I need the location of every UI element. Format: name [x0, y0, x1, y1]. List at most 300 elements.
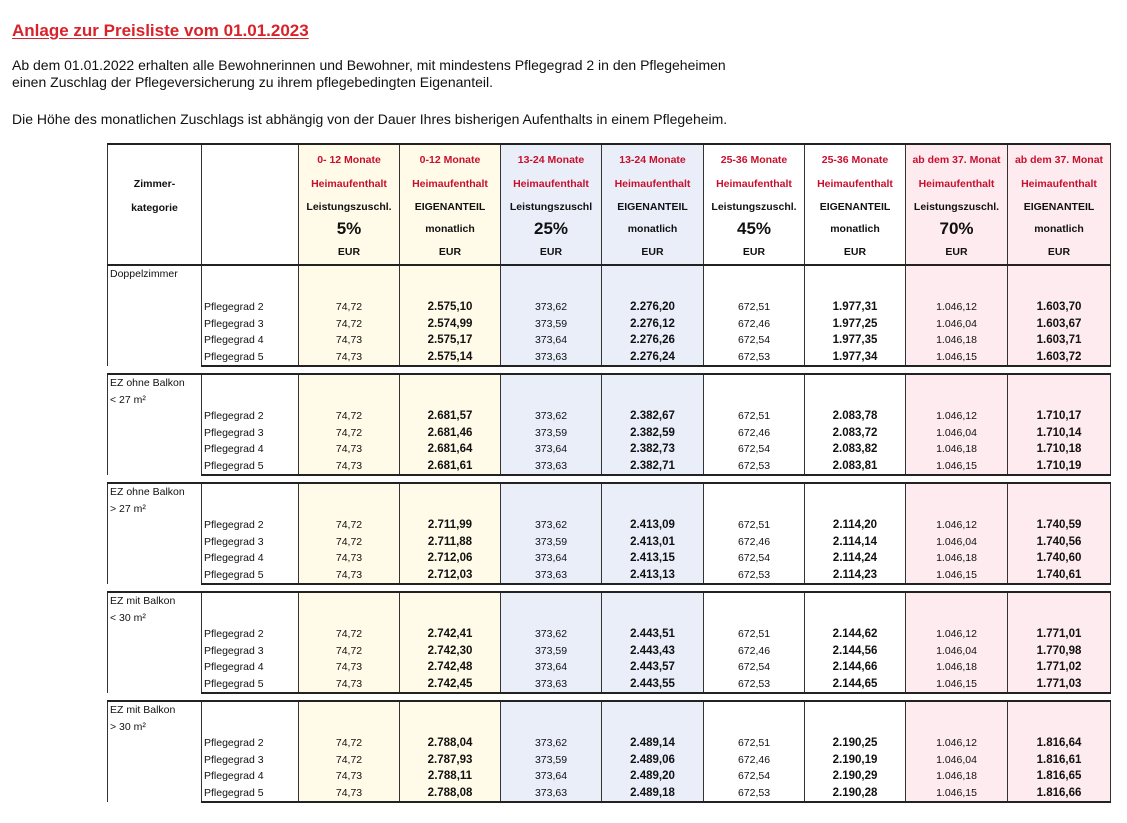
pflegegrad-label: Pflegegrad 3: [202, 316, 299, 333]
zuschlag-value: 74,72: [299, 316, 400, 333]
group-gap: [108, 693, 1111, 701]
eigenanteil-value: 2.382,73: [602, 441, 704, 458]
header-type: EIGENANTEIL: [414, 201, 486, 213]
header-aufenthalt: Heimaufenthalt: [918, 178, 995, 190]
pflegegrad-label: Pflegegrad 3: [202, 534, 299, 551]
spacer-cell: [299, 374, 400, 408]
spacer-cell: [1008, 483, 1111, 517]
gap-cell: [108, 475, 202, 483]
header-aufenthalt: Heimaufenthalt: [614, 178, 691, 190]
zuschlag-value: 74,73: [299, 550, 400, 567]
header-aufenthalt: Heimaufenthalt: [716, 178, 792, 190]
eigenanteil-value: 2.489,14: [602, 735, 704, 752]
zuschlag-value: 672,54: [704, 441, 805, 458]
zuschlag-value: 373,64: [501, 768, 602, 785]
eigenanteil-value: 2.144,66: [805, 659, 906, 676]
table-row: [108, 643, 1111, 660]
zuschlag-value: 74,73: [299, 458, 400, 476]
header-monatlich: monatlich: [830, 223, 880, 235]
eigenanteil-value: 1.771,01: [1008, 626, 1111, 643]
zuschlag-value: 74,72: [299, 408, 400, 425]
pflegegrad-label: Pflegegrad 4: [202, 441, 299, 458]
eigenanteil-value: 2.382,67: [602, 408, 704, 425]
eigenanteil-value: 1.816,61: [1008, 752, 1111, 769]
eigenanteil-value: 2.083,78: [805, 408, 906, 425]
pflegegrad-label: Pflegegrad 5: [202, 676, 299, 694]
spacer-cell: [906, 592, 1008, 626]
gap-cell: [202, 693, 299, 701]
spacer-cell: [202, 483, 299, 517]
table-row: [108, 659, 1111, 676]
zuschlag-value: 672,54: [704, 659, 805, 676]
eigenanteil-value: 1.816,64: [1008, 735, 1111, 752]
eigenanteil-value: 2.575,10: [400, 299, 501, 316]
header-monatlich: monatlich: [1034, 223, 1084, 235]
eigenanteil-value: 2.681,64: [400, 441, 501, 458]
header-percent: 45%: [736, 219, 772, 238]
room-category: [108, 483, 202, 584]
header-currency: EUR: [641, 246, 664, 258]
table-header-row: [108, 144, 1111, 265]
eigenanteil-value: 2.443,55: [602, 676, 704, 694]
zuschlag-value: 672,51: [704, 408, 805, 425]
header-currency: EUR: [438, 246, 462, 258]
gap-cell: [704, 475, 805, 483]
gap-cell: [602, 366, 704, 374]
header-col-8: [1008, 144, 1111, 265]
eigenanteil-value: 2.742,45: [400, 676, 501, 694]
zuschlag-value: 373,62: [501, 517, 602, 534]
spacer-cell: [704, 701, 805, 735]
room-category-size: > 27 m²: [110, 502, 146, 515]
zuschlag-value: 1.046,18: [906, 659, 1008, 676]
header-duration: 0- 12 Monate: [317, 154, 381, 166]
header-monatlich: monatlich: [425, 223, 475, 235]
zuschlag-value: 74,73: [299, 676, 400, 694]
intro-line-3: Die Höhe des monatlichen Zuschlags ist abhängig von der Dauer Ihres bisherigen Aufenthalts in einem Pflegeheim.: [12, 111, 728, 127]
room-category-name: EZ mit Balkon: [110, 704, 176, 716]
eigenanteil-value: 2.413,09: [602, 517, 704, 534]
header-col-7: [906, 144, 1008, 265]
gap-cell: [501, 693, 602, 701]
spacer-cell: [1008, 592, 1111, 626]
zuschlag-value: 74,72: [299, 534, 400, 551]
zuschlag-value: 1.046,18: [906, 332, 1008, 349]
table-row: [108, 550, 1111, 567]
gap-cell: [602, 475, 704, 483]
pflegegrad-label: Pflegegrad 3: [202, 643, 299, 660]
spacer-cell: [906, 701, 1008, 735]
eigenanteil-value: 2.681,61: [400, 458, 501, 476]
gap-cell: [501, 584, 602, 592]
spacer-cell: [906, 265, 1008, 299]
zuschlag-value: 74,73: [299, 567, 400, 585]
zuschlag-value: 373,62: [501, 299, 602, 316]
eigenanteil-value: 2.276,12: [602, 316, 704, 333]
eigenanteil-value: 2.190,28: [805, 785, 906, 803]
spacer-cell: [1008, 374, 1111, 408]
eigenanteil-value: 1.603,72: [1008, 349, 1111, 367]
eigenanteil-value: 2.190,25: [805, 735, 906, 752]
eigenanteil-value: 2.575,17: [400, 332, 501, 349]
pflegegrad-label: Pflegegrad 5: [202, 567, 299, 585]
header-duration: 25-36 Monate: [720, 154, 788, 166]
spacer-cell: [805, 265, 906, 299]
header-col-1: [299, 144, 400, 265]
eigenanteil-value: 1.710,19: [1008, 458, 1111, 476]
table-row: [108, 425, 1111, 442]
table-row: [108, 408, 1111, 425]
gap-cell: [906, 584, 1008, 592]
zuschlag-value: 373,59: [501, 752, 602, 769]
table-row: [108, 316, 1111, 333]
eigenanteil-value: 2.083,81: [805, 458, 906, 476]
eigenanteil-value: 2.190,29: [805, 768, 906, 785]
zuschlag-value: 74,72: [299, 299, 400, 316]
header-col-2: [400, 144, 501, 265]
pflegegrad-label: Pflegegrad 5: [202, 785, 299, 803]
zuschlag-value: 672,53: [704, 567, 805, 585]
eigenanteil-value: 2.681,57: [400, 408, 501, 425]
eigenanteil-value: 1.816,66: [1008, 785, 1111, 803]
eigenanteil-value: 2.742,41: [400, 626, 501, 643]
pflegegrad-label: Pflegegrad 2: [202, 408, 299, 425]
table-row: [108, 785, 1111, 803]
table-row: [108, 441, 1111, 458]
zuschlag-value: 74,72: [299, 752, 400, 769]
header-col-4: [602, 144, 704, 265]
header-aufenthalt: Heimaufenthalt: [513, 178, 589, 190]
header-col-5: [704, 144, 805, 265]
eigenanteil-value: 2.144,56: [805, 643, 906, 660]
zuschlag-value: 373,59: [501, 316, 602, 333]
eigenanteil-value: 2.276,24: [602, 349, 704, 367]
zuschlag-value: 672,46: [704, 316, 805, 333]
zuschlag-value: 672,53: [704, 458, 805, 476]
gap-cell: [299, 366, 400, 374]
zuschlag-value: 373,64: [501, 550, 602, 567]
table-row: [108, 626, 1111, 643]
eigenanteil-value: 2.742,30: [400, 643, 501, 660]
spacer-cell: [501, 592, 602, 626]
header-zk-line2: kategorie: [131, 202, 178, 214]
zuschlag-value: 74,72: [299, 517, 400, 534]
room-category-name: EZ ohne Balkon: [110, 377, 185, 389]
zuschlag-value: 1.046,04: [906, 425, 1008, 442]
room-category: [108, 592, 202, 693]
pflegegrad-label: Pflegegrad 5: [202, 349, 299, 367]
header-percent: 70%: [939, 219, 974, 238]
eigenanteil-value: 1.603,71: [1008, 332, 1111, 349]
zuschlag-value: 672,54: [704, 550, 805, 567]
header-type: EIGENANTEIL: [1023, 201, 1095, 213]
zuschlag-value: 1.046,15: [906, 676, 1008, 694]
spacer-cell: [400, 374, 501, 408]
gap-cell: [202, 366, 299, 374]
gap-cell: [704, 693, 805, 701]
eigenanteil-value: 2.276,26: [602, 332, 704, 349]
pflegegrad-label: Pflegegrad 5: [202, 458, 299, 476]
zuschlag-value: 373,62: [501, 626, 602, 643]
eigenanteil-value: 1.710,18: [1008, 441, 1111, 458]
zuschlag-value: 74,73: [299, 659, 400, 676]
zuschlag-value: 672,53: [704, 676, 805, 694]
zuschlag-value: 1.046,18: [906, 550, 1008, 567]
spacer-cell: [299, 701, 400, 735]
spacer-cell: [202, 265, 299, 299]
eigenanteil-value: 2.114,14: [805, 534, 906, 551]
header-duration: ab dem 37. Monat: [1014, 154, 1104, 166]
pflegegrad-label: Pflegegrad 4: [202, 550, 299, 567]
zuschlag-value: 1.046,18: [906, 441, 1008, 458]
spacer-cell: [400, 701, 501, 735]
pflegegrad-label: Pflegegrad 4: [202, 768, 299, 785]
header-percent: 5%: [336, 219, 362, 238]
intro-paragraph: [12, 57, 726, 91]
header-aufenthalt: Heimaufenthalt: [817, 178, 893, 190]
gap-cell: [1008, 366, 1111, 374]
zuschlag-value: 1.046,15: [906, 567, 1008, 585]
pflegegrad-label: Pflegegrad 2: [202, 735, 299, 752]
gap-cell: [108, 693, 202, 701]
spacer-cell: [805, 701, 906, 735]
spacer-cell: [602, 701, 704, 735]
zuschlag-value: 1.046,12: [906, 408, 1008, 425]
eigenanteil-value: 1.977,25: [805, 316, 906, 333]
spacer-cell: [202, 374, 299, 408]
group-header-row: [108, 374, 1111, 408]
gap-cell: [1008, 584, 1111, 592]
zuschlag-value: 672,51: [704, 517, 805, 534]
gap-cell: [805, 693, 906, 701]
room-category: [108, 265, 202, 366]
eigenanteil-value: 2.711,99: [400, 517, 501, 534]
table-row: [108, 735, 1111, 752]
zuschlag-value: 74,73: [299, 349, 400, 367]
group-gap: [108, 584, 1111, 592]
spacer-cell: [299, 265, 400, 299]
header-currency: EUR: [337, 246, 361, 258]
gap-cell: [1008, 475, 1111, 483]
zuschlag-value: 1.046,12: [906, 626, 1008, 643]
header-empty-cell: [202, 144, 299, 265]
spacer-cell: [906, 483, 1008, 517]
zuschlag-value: 373,62: [501, 735, 602, 752]
header-currency: EUR: [742, 246, 766, 258]
pflegegrad-label: Pflegegrad 3: [202, 425, 299, 442]
zuschlag-value: 373,64: [501, 441, 602, 458]
eigenanteil-value: 1.710,17: [1008, 408, 1111, 425]
room-category-size: < 27 m²: [110, 393, 146, 406]
header-type: EIGENANTEIL: [617, 201, 688, 213]
eigenanteil-value: 2.712,03: [400, 567, 501, 585]
zuschlag-value: 1.046,12: [906, 735, 1008, 752]
header-zk-line1: Zimmer-: [133, 178, 176, 190]
eigenanteil-value: 1.740,59: [1008, 517, 1111, 534]
header-duration: 0-12 Monate: [419, 154, 481, 166]
eigenanteil-value: 2.489,20: [602, 768, 704, 785]
header-type: Leistungszuschl.: [711, 201, 797, 213]
eigenanteil-value: 2.382,71: [602, 458, 704, 476]
eigenanteil-value: 2.788,04: [400, 735, 501, 752]
header-type: Leistungszuschl: [509, 201, 593, 213]
room-category-name: EZ ohne Balkon: [110, 486, 185, 498]
eigenanteil-value: 1.977,35: [805, 332, 906, 349]
header-col-3: [501, 144, 602, 265]
table-row: [108, 676, 1111, 694]
gap-cell: [704, 584, 805, 592]
eigenanteil-value: 2.382,59: [602, 425, 704, 442]
eigenanteil-value: 1.603,67: [1008, 316, 1111, 333]
table-row: [108, 752, 1111, 769]
eigenanteil-value: 2.443,51: [602, 626, 704, 643]
zuschlag-value: 1.046,15: [906, 458, 1008, 476]
group-header-row: [108, 265, 1111, 299]
zuschlag-value: 373,59: [501, 643, 602, 660]
eigenanteil-value: 2.144,62: [805, 626, 906, 643]
gap-cell: [602, 693, 704, 701]
gap-cell: [400, 366, 501, 374]
zuschlag-value: 1.046,04: [906, 643, 1008, 660]
zuschlag-value: 1.046,04: [906, 316, 1008, 333]
pflegegrad-label: Pflegegrad 4: [202, 332, 299, 349]
spacer-cell: [202, 592, 299, 626]
eigenanteil-value: 2.489,06: [602, 752, 704, 769]
eigenanteil-value: 2.443,43: [602, 643, 704, 660]
room-category-name: EZ mit Balkon: [110, 595, 176, 607]
zuschlag-value: 373,63: [501, 458, 602, 476]
zuschlag-value: 1.046,04: [906, 534, 1008, 551]
header-duration: 13-24 Monate: [619, 154, 686, 166]
eigenanteil-value: 2.574,99: [400, 316, 501, 333]
header-duration: ab dem 37. Monat: [912, 154, 1001, 166]
eigenanteil-value: 2.114,24: [805, 550, 906, 567]
eigenanteil-value: 2.788,11: [400, 768, 501, 785]
spacer-cell: [501, 701, 602, 735]
header-currency: EUR: [539, 246, 563, 258]
header-col-6: [805, 144, 906, 265]
spacer-cell: [704, 374, 805, 408]
eigenanteil-value: 2.114,23: [805, 567, 906, 585]
header-aufenthalt: Heimaufenthalt: [1021, 178, 1097, 190]
gap-cell: [501, 366, 602, 374]
header-currency: EUR: [1047, 246, 1071, 258]
spacer-cell: [299, 483, 400, 517]
spacer-cell: [704, 265, 805, 299]
gap-cell: [299, 693, 400, 701]
spacer-cell: [602, 483, 704, 517]
spacer-cell: [805, 374, 906, 408]
gap-cell: [805, 366, 906, 374]
zuschlag-value: 74,72: [299, 735, 400, 752]
eigenanteil-value: 2.788,08: [400, 785, 501, 803]
group-header-row: [108, 701, 1111, 735]
table-row: [108, 768, 1111, 785]
eigenanteil-value: 2.711,88: [400, 534, 501, 551]
spacer-cell: [602, 592, 704, 626]
eigenanteil-value: 2.083,82: [805, 441, 906, 458]
zuschlag-value: 1.046,12: [906, 517, 1008, 534]
spacer-cell: [501, 483, 602, 517]
eigenanteil-value: 1.710,14: [1008, 425, 1111, 442]
spacer-cell: [805, 483, 906, 517]
zuschlag-value: 672,54: [704, 332, 805, 349]
spacer-cell: [704, 483, 805, 517]
pflegegrad-label: Pflegegrad 2: [202, 299, 299, 316]
zuschlag-value: 672,53: [704, 349, 805, 367]
eigenanteil-value: 1.977,31: [805, 299, 906, 316]
zuschlag-value: 373,62: [501, 408, 602, 425]
zuschlag-value: 672,46: [704, 643, 805, 660]
gap-cell: [906, 693, 1008, 701]
table-row: [108, 567, 1111, 585]
eigenanteil-value: 2.742,48: [400, 659, 501, 676]
group-gap: [108, 475, 1111, 483]
header-zimmerkategorie: [108, 144, 202, 265]
eigenanteil-value: 2.575,14: [400, 349, 501, 367]
pflegegrad-label: Pflegegrad 4: [202, 659, 299, 676]
spacer-cell: [299, 592, 400, 626]
header-aufenthalt: Heimaufenthalt: [311, 178, 387, 190]
group-gap: [108, 366, 1111, 374]
spacer-cell: [602, 265, 704, 299]
eigenanteil-value: 1.603,70: [1008, 299, 1111, 316]
header-percent: 25%: [533, 219, 569, 238]
zuschlag-value: 1.046,12: [906, 299, 1008, 316]
zuschlag-value: 672,46: [704, 752, 805, 769]
eigenanteil-value: 2.443,57: [602, 659, 704, 676]
spacer-cell: [602, 374, 704, 408]
gap-cell: [400, 693, 501, 701]
zuschlag-value: 74,72: [299, 425, 400, 442]
zuschlag-value: 1.046,18: [906, 768, 1008, 785]
gap-cell: [805, 475, 906, 483]
gap-cell: [108, 584, 202, 592]
gap-cell: [602, 584, 704, 592]
gap-cell: [400, 475, 501, 483]
spacer-cell: [1008, 701, 1111, 735]
zuschlag-value: 672,46: [704, 534, 805, 551]
table-row: [108, 299, 1111, 316]
header-duration: 25-36 Monate: [821, 154, 889, 166]
table-row: [108, 517, 1111, 534]
gap-cell: [906, 366, 1008, 374]
zuschlag-value: 74,72: [299, 626, 400, 643]
zuschlag-value: 373,63: [501, 676, 602, 694]
zuschlag-value: 373,63: [501, 567, 602, 585]
zuschlag-value: 672,51: [704, 735, 805, 752]
zuschlag-value: 373,63: [501, 785, 602, 803]
table-row: [108, 332, 1111, 349]
zuschlag-value: 74,73: [299, 768, 400, 785]
zuschlag-value: 373,64: [501, 659, 602, 676]
eigenanteil-value: 2.787,93: [400, 752, 501, 769]
price-table: [107, 143, 1111, 803]
zuschlag-value: 672,46: [704, 425, 805, 442]
eigenanteil-value: 2.413,01: [602, 534, 704, 551]
eigenanteil-value: 1.816,65: [1008, 768, 1111, 785]
gap-cell: [400, 584, 501, 592]
header-type: Leistungszuschl.: [306, 201, 392, 213]
gap-cell: [1008, 693, 1111, 701]
spacer-cell: [906, 374, 1008, 408]
room-category: [108, 701, 202, 802]
pflegegrad-label: Pflegegrad 2: [202, 626, 299, 643]
gap-cell: [906, 475, 1008, 483]
eigenanteil-value: 2.413,15: [602, 550, 704, 567]
spacer-cell: [501, 374, 602, 408]
eigenanteil-value: 2.190,19: [805, 752, 906, 769]
